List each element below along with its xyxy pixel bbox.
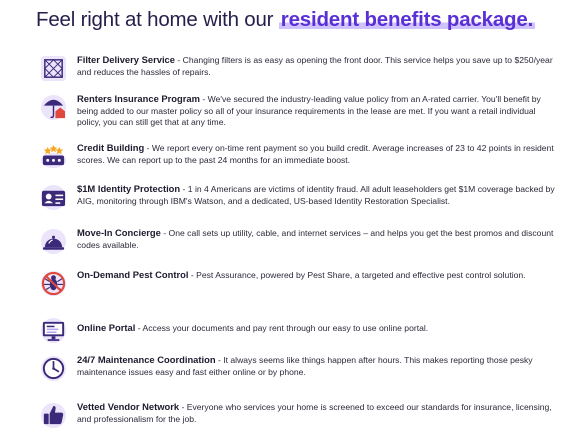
benefit-pest-control — [40, 269, 560, 297]
benefit-identity-protection — [40, 183, 560, 211]
benefit-description: - It always seems like things happen after hours. This makes reporting those pesky maintenance issues easy and fast either online or by phone. — [77, 355, 533, 377]
concierge-bell-icon — [40, 228, 67, 255]
benefit-description: - Everyone who services your home is screened to exceed our standards for insurance, licensing, and professionalism for the job. — [77, 402, 552, 424]
benefit-text — [77, 354, 560, 378]
filter-icon — [40, 55, 67, 82]
benefit-name: Credit Building — [77, 142, 145, 153]
benefit-name: On-Demand Pest Control — [77, 269, 189, 280]
benefit-description: - Pest Assurance, powered by Pest Share, a targeted and effective pest control solution. — [188, 270, 526, 280]
benefit-text — [77, 401, 560, 425]
benefit-text — [77, 93, 560, 129]
benefit-description: - Access your documents and pay rent through our easy to use online portal. — [135, 323, 429, 333]
benefit-renters-insurance — [40, 93, 560, 129]
benefit-online-portal — [40, 316, 560, 344]
benefit-name: Filter Delivery Service — [77, 54, 175, 65]
thumbs-up-icon — [40, 402, 67, 429]
benefit-name: Online Portal — [77, 322, 136, 333]
benefit-description: - Changing filters is as easy as opening the front door. This service helps you save up to $250/year and reduces the hassles of repairs. — [77, 55, 553, 77]
benefit-text — [77, 322, 428, 335]
credit-stars-icon — [40, 143, 67, 170]
monitor-icon — [40, 317, 67, 344]
title-plain: Feel right at home with our — [36, 8, 279, 31]
no-pest-icon — [40, 270, 67, 297]
benefit-text — [77, 142, 560, 166]
page-title — [36, 8, 535, 32]
benefit-name: Move-In Concierge — [77, 227, 161, 238]
id-card-icon — [40, 184, 67, 211]
benefit-text — [77, 183, 560, 207]
benefit-description: - 1 in 4 Americans are victims of identity fraud. All adult leaseholders get $1M coverage backed by AIG, monitoring through IBM's Watson, and a dedicated, US-based Identity Restoration Specialist. — [77, 184, 555, 206]
benefit-move-in-concierge — [40, 227, 560, 255]
benefit-credit-building — [40, 142, 560, 170]
benefit-name: Vetted Vendor Network — [77, 401, 180, 412]
benefit-text — [77, 54, 560, 78]
title-highlight: resident benefits package. — [280, 8, 534, 31]
benefit-description: - We've secured the industry-leading value policy from an A-rated carrier. You'll benefit by being added to our master policy so all of your insurance requirements in the lease are met. If you want a retail individual policy, you can still get that at any time. — [77, 94, 541, 128]
benefit-name: $1M Identity Protection — [77, 183, 181, 194]
benefit-filter-delivery — [40, 54, 560, 82]
benefit-name: Renters Insurance Program — [77, 93, 200, 104]
umbrella-house-icon — [40, 94, 67, 121]
clock-icon — [40, 355, 67, 382]
benefit-maintenance-coordination — [40, 354, 560, 382]
benefit-description: - We report every on-time rent payment so you build credit. Average increases of 23 to 42 points in resident scores. We can report up to the past 24 months for an immediate boost. — [77, 143, 554, 165]
benefit-name: 24/7 Maintenance Coordination — [77, 354, 216, 365]
benefit-text — [77, 269, 526, 282]
benefit-description: - One call sets up utility, cable, and internet services – and helps you get the best promos and discount codes available. — [77, 228, 554, 250]
benefit-text — [77, 227, 560, 251]
benefit-vetted-vendor-network — [40, 401, 560, 429]
